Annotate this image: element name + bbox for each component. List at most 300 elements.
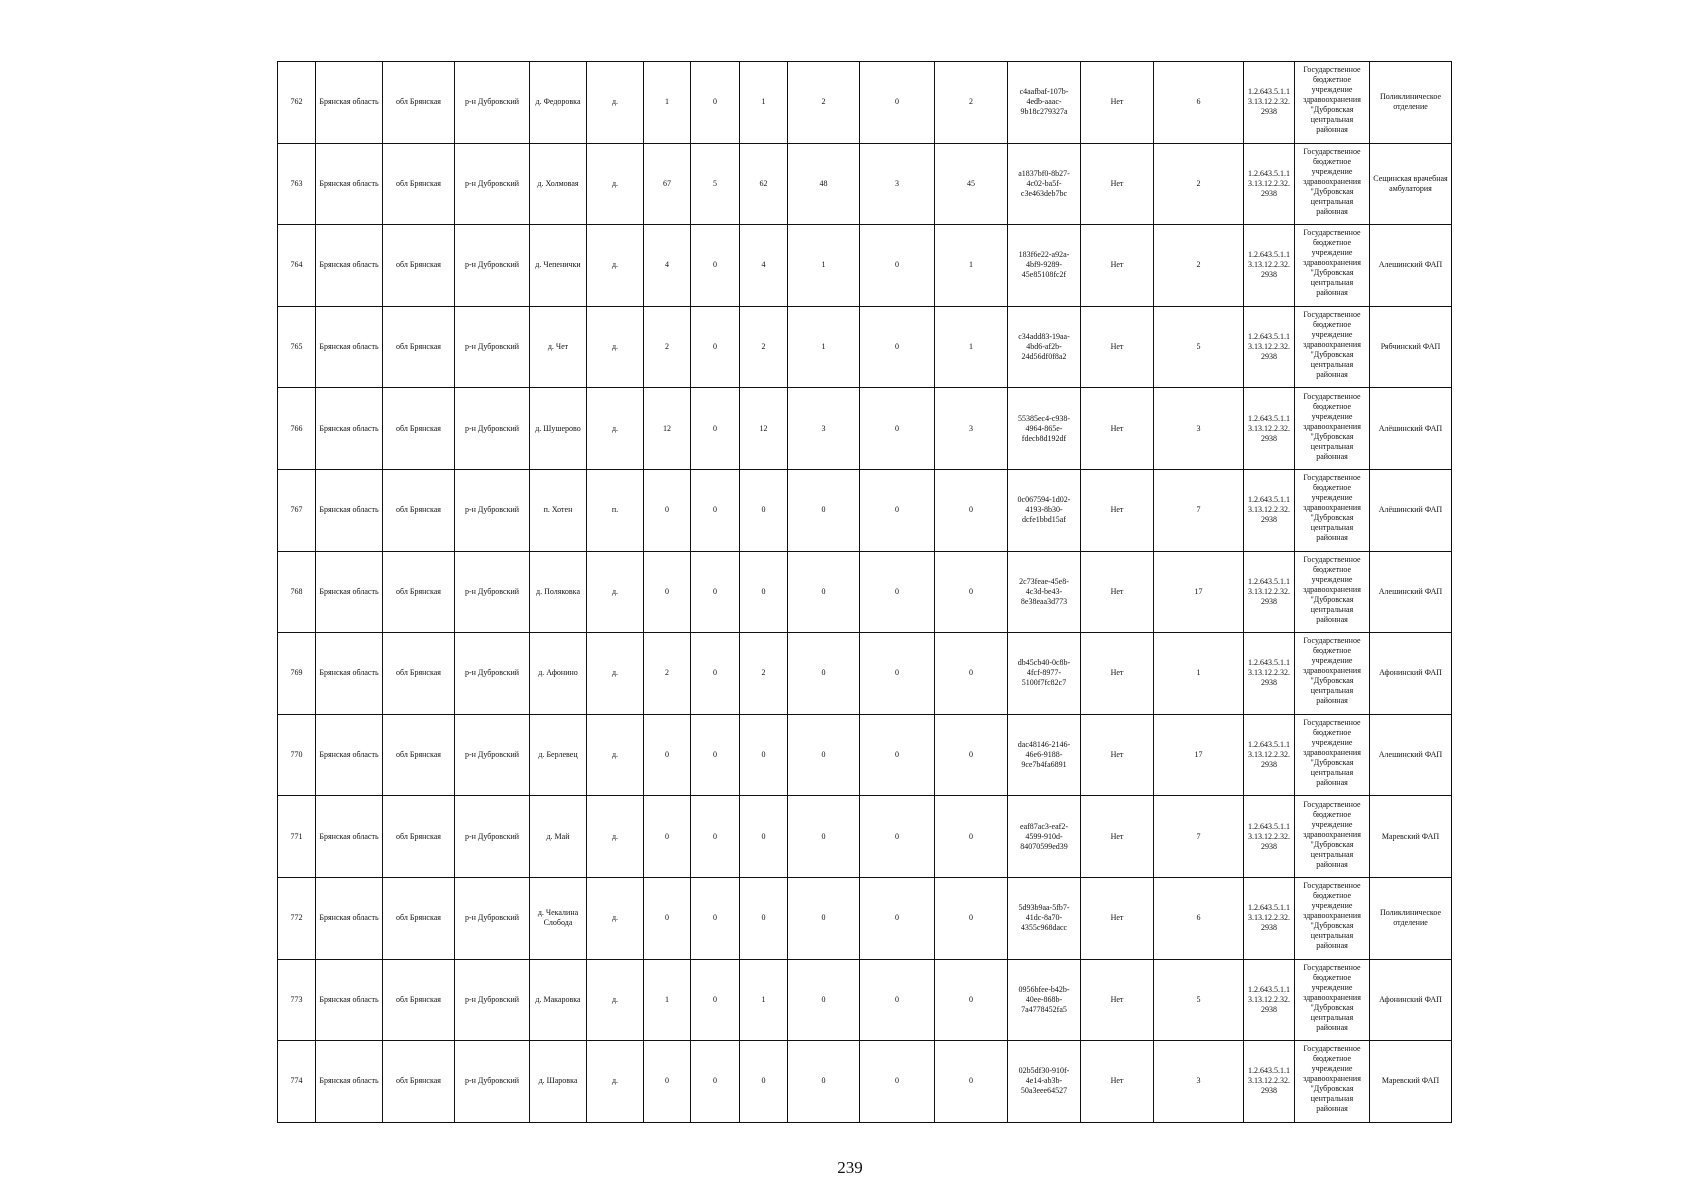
cell-line: "Дубровская	[1310, 839, 1354, 849]
value-cell-2: 0	[691, 714, 740, 796]
cell-line: 9b18c279327a	[1020, 107, 1068, 117]
oid-code-cell	[1244, 877, 1295, 959]
cell-line: 46e6-9188-	[1025, 750, 1063, 760]
value-cell-6: 1	[935, 225, 1008, 307]
cell-line: 5100f7fc82c7	[1021, 678, 1067, 688]
value-cell-3: 62	[740, 143, 788, 225]
oblast-cell: обл Брянская	[383, 62, 455, 144]
table-row	[278, 877, 1452, 959]
cell-line: 183f6e22-a92a-	[1018, 250, 1070, 260]
cell-line: здравоохранения	[1303, 503, 1361, 513]
cell-line: центральная	[1310, 278, 1354, 288]
cell-line: 3.13.12.2.32.	[1248, 913, 1290, 923]
value-cell-3: 0	[740, 1041, 788, 1123]
cell-line: 3.13.12.2.32.	[1248, 423, 1290, 433]
settlement-cell: д. Шаровка	[530, 1041, 587, 1123]
table-row	[278, 959, 1452, 1041]
settlement-type-cell: д.	[587, 633, 644, 715]
cell-line: районная	[1316, 206, 1348, 216]
region-cell: Брянская область	[316, 62, 383, 144]
oblast-cell: обл Брянская	[383, 551, 455, 633]
oblast-cell: обл Брянская	[383, 877, 455, 959]
region-cell: Брянская область	[316, 877, 383, 959]
cell-line: районная	[1316, 614, 1348, 624]
row-number-cell: 767	[278, 469, 316, 551]
cell-line: 1.2.643.5.1.1	[1248, 332, 1290, 342]
count-cell: 3	[1154, 1041, 1244, 1123]
cell-line: "Дубровская	[1310, 186, 1354, 196]
cell-line: центральная	[1310, 441, 1354, 451]
cell-line: Государственное	[1303, 65, 1361, 75]
region-cell: Брянская область	[316, 469, 383, 551]
settlement-cell: д. Чет	[530, 306, 587, 388]
value-cell-6: 0	[935, 469, 1008, 551]
value-cell-1: 0	[644, 877, 691, 959]
cell-line: 2938	[1261, 188, 1277, 198]
table-row	[278, 551, 1452, 633]
guid-cell	[1008, 959, 1081, 1041]
cell-line: центральная	[1310, 686, 1354, 696]
cell-line: 3.13.12.2.32.	[1248, 178, 1290, 188]
cell-line: 1.2.643.5.1.1	[1248, 903, 1290, 913]
medical-unit-cell: Алешинский ФАП	[1370, 551, 1452, 633]
cell-line: здравоохранения	[1303, 829, 1361, 839]
cell-line: fdecb8d192df	[1021, 433, 1067, 443]
row-number-cell: 765	[278, 306, 316, 388]
flag-cell: Нет	[1081, 959, 1154, 1041]
cell-line: бюджетное	[1312, 646, 1352, 656]
cell-line: 4599-910d-	[1025, 831, 1063, 841]
settlement-cell: д. Берлевец	[530, 714, 587, 796]
value-cell-3: 0	[740, 877, 788, 959]
cell-line: Государственное	[1303, 962, 1361, 972]
value-cell-4: 0	[788, 959, 860, 1041]
cell-line: 3.13.12.2.32.	[1248, 1076, 1290, 1086]
settlement-type-cell: д.	[587, 714, 644, 796]
cell-line: 2938	[1261, 515, 1277, 525]
value-cell-1: 1	[644, 62, 691, 144]
cell-line: 84070599ed39	[1020, 841, 1068, 851]
organization-cell	[1295, 225, 1370, 307]
cell-line: учреждение	[1311, 330, 1353, 340]
value-cell-5: 0	[860, 62, 935, 144]
cell-line: 2938	[1261, 1086, 1277, 1096]
guid-cell	[1008, 714, 1081, 796]
cell-line: a1837bf0-8b27-	[1018, 168, 1070, 178]
cell-line: c34add83-19aa-	[1018, 332, 1070, 342]
guid-cell	[1008, 633, 1081, 715]
count-cell: 1	[1154, 633, 1244, 715]
value-cell-5: 0	[860, 633, 935, 715]
oid-code-cell	[1244, 143, 1295, 225]
settlement-cell: д. Поляковка	[530, 551, 587, 633]
oid-code-cell	[1244, 959, 1295, 1041]
value-cell-5: 3	[860, 143, 935, 225]
cell-line: 4355c968dacc	[1020, 923, 1068, 933]
cell-line: учреждение	[1311, 901, 1353, 911]
cell-line: районная	[1316, 451, 1348, 461]
cell-line: Государственное	[1303, 228, 1361, 238]
count-cell: 2	[1154, 143, 1244, 225]
row-number-cell: 771	[278, 796, 316, 878]
district-cell: р-н Дубровский	[455, 62, 530, 144]
value-cell-1: 67	[644, 143, 691, 225]
organization-cell	[1295, 143, 1370, 225]
cell-line: 3.13.12.2.32.	[1248, 750, 1290, 760]
cell-line: учреждение	[1311, 738, 1353, 748]
cell-line: бюджетное	[1312, 238, 1352, 248]
value-cell-6: 3	[935, 388, 1008, 470]
cell-line: "Дубровская	[1310, 105, 1354, 115]
cell-line: Государственное	[1303, 391, 1361, 401]
cell-line: 55385ec4-c938-	[1018, 413, 1070, 423]
value-cell-6: 45	[935, 143, 1008, 225]
organization-cell	[1295, 796, 1370, 878]
cell-line: бюджетное	[1312, 564, 1352, 574]
oid-code-cell	[1244, 714, 1295, 796]
cell-line: 1.2.643.5.1.1	[1248, 984, 1290, 994]
guid-cell	[1008, 877, 1081, 959]
region-cell: Брянская область	[316, 388, 383, 470]
guid-cell	[1008, 388, 1081, 470]
cell-line: районная	[1316, 370, 1348, 380]
value-cell-1: 1	[644, 959, 691, 1041]
medical-unit-cell: Афонинский ФАП	[1370, 959, 1452, 1041]
value-cell-5: 0	[860, 469, 935, 551]
value-cell-1: 4	[644, 225, 691, 307]
cell-line: бюджетное	[1312, 728, 1352, 738]
count-cell: 17	[1154, 714, 1244, 796]
value-cell-4: 0	[788, 551, 860, 633]
organization-cell	[1295, 714, 1370, 796]
guid-cell	[1008, 469, 1081, 551]
cell-line: учреждение	[1311, 85, 1353, 95]
medical-unit-cell: Афонинский ФАП	[1370, 633, 1452, 715]
value-cell-3: 4	[740, 225, 788, 307]
cell-line: центральная	[1310, 849, 1354, 859]
cell-line: 3.13.12.2.32.	[1248, 505, 1290, 515]
medical-unit-cell: Поликлиническое отделение	[1370, 62, 1452, 144]
cell-line: здравоохранения	[1303, 666, 1361, 676]
district-cell: р-н Дубровский	[455, 551, 530, 633]
cell-line: 8e38eaa3d773	[1020, 596, 1068, 606]
value-cell-2: 0	[691, 551, 740, 633]
oblast-cell: обл Брянская	[383, 469, 455, 551]
cell-line: "Дубровская	[1310, 1084, 1354, 1094]
cell-line: 1.2.643.5.1.1	[1248, 1066, 1290, 1076]
oblast-cell: обл Брянская	[383, 1041, 455, 1123]
cell-line: здравоохранения	[1303, 340, 1361, 350]
region-cell: Брянская область	[316, 551, 383, 633]
guid-cell	[1008, 225, 1081, 307]
value-cell-4: 0	[788, 1041, 860, 1123]
value-cell-3: 0	[740, 714, 788, 796]
value-cell-4: 0	[788, 877, 860, 959]
cell-line: центральная	[1310, 1094, 1354, 1104]
guid-cell	[1008, 1041, 1081, 1123]
count-cell: 6	[1154, 877, 1244, 959]
flag-cell: Нет	[1081, 62, 1154, 144]
flag-cell: Нет	[1081, 714, 1154, 796]
cell-line: 1.2.643.5.1.1	[1248, 821, 1290, 831]
medical-unit-cell: Поликлиническое отделение	[1370, 877, 1452, 959]
medical-unit-cell: Рябчинский ФАП	[1370, 306, 1452, 388]
cell-line: бюджетное	[1312, 156, 1352, 166]
row-number-cell: 770	[278, 714, 316, 796]
cell-line: db45cb40-0c8b-	[1017, 658, 1071, 668]
medical-unit-cell: Алёшинский ФАП	[1370, 469, 1452, 551]
oid-code-cell	[1244, 633, 1295, 715]
value-cell-1: 0	[644, 1041, 691, 1123]
row-number-cell: 764	[278, 225, 316, 307]
district-cell: р-н Дубровский	[455, 469, 530, 551]
settlement-cell: д. Чекалина Слобода	[530, 877, 587, 959]
cell-line: районная	[1316, 125, 1348, 135]
value-cell-2: 0	[691, 796, 740, 878]
cell-line: районная	[1316, 1022, 1348, 1032]
value-cell-2: 0	[691, 633, 740, 715]
region-cell: Брянская область	[316, 1041, 383, 1123]
cell-line: 2c73feae-45e8-	[1019, 576, 1069, 586]
cell-line: центральная	[1310, 931, 1354, 941]
cell-line: здравоохранения	[1303, 911, 1361, 921]
cell-line: 4c02-ba5f-	[1026, 178, 1062, 188]
cell-line: 2938	[1261, 107, 1277, 117]
settlement-cell: д. Шушерово	[530, 388, 587, 470]
table-row	[278, 62, 1452, 144]
value-cell-3: 2	[740, 306, 788, 388]
count-cell: 7	[1154, 469, 1244, 551]
settlement-cell: п. Хотен	[530, 469, 587, 551]
region-cell: Брянская область	[316, 633, 383, 715]
value-cell-1: 0	[644, 469, 691, 551]
table-row	[278, 1041, 1452, 1123]
cell-line: "Дубровская	[1310, 1002, 1354, 1012]
cell-line: учреждение	[1311, 1064, 1353, 1074]
cell-line: dac48146-2146-	[1017, 740, 1071, 750]
row-number-cell: 772	[278, 877, 316, 959]
oblast-cell: обл Брянская	[383, 306, 455, 388]
cell-line: 50a3eee64527	[1020, 1086, 1068, 1096]
cell-line: центральная	[1310, 768, 1354, 778]
cell-line: бюджетное	[1312, 809, 1352, 819]
flag-cell: Нет	[1081, 1041, 1154, 1123]
value-cell-5: 0	[860, 1041, 935, 1123]
cell-line: 1.2.643.5.1.1	[1248, 740, 1290, 750]
oid-code-cell	[1244, 225, 1295, 307]
settlement-cell: д. Федоровка	[530, 62, 587, 144]
cell-line: учреждение	[1311, 411, 1353, 421]
oid-code-cell	[1244, 1041, 1295, 1123]
count-cell: 6	[1154, 62, 1244, 144]
flag-cell: Нет	[1081, 469, 1154, 551]
region-cell: Брянская область	[316, 959, 383, 1041]
cell-line: 2938	[1261, 841, 1277, 851]
flag-cell: Нет	[1081, 225, 1154, 307]
medical-unit-cell: Маревский ФАП	[1370, 1041, 1452, 1123]
cell-line: 4bf9-9289-	[1026, 260, 1062, 270]
flag-cell: Нет	[1081, 388, 1154, 470]
cell-line: Государственное	[1303, 310, 1361, 320]
district-cell: р-н Дубровский	[455, 225, 530, 307]
region-cell: Брянская область	[316, 714, 383, 796]
cell-line: 4fcf-8977-	[1026, 668, 1062, 678]
table-row	[278, 796, 1452, 878]
settlement-type-cell: д.	[587, 388, 644, 470]
cell-line: 41dc-8a70-	[1025, 913, 1063, 923]
value-cell-3: 2	[740, 633, 788, 715]
oblast-cell: обл Брянская	[383, 796, 455, 878]
value-cell-2: 0	[691, 469, 740, 551]
cell-line: c4aafbaf-107b-	[1019, 87, 1069, 97]
cell-line: учреждение	[1311, 819, 1353, 829]
cell-line: "Дубровская	[1310, 431, 1354, 441]
value-cell-2: 0	[691, 959, 740, 1041]
cell-line: 1.2.643.5.1.1	[1248, 168, 1290, 178]
cell-line: "Дубровская	[1310, 268, 1354, 278]
organization-cell	[1295, 959, 1370, 1041]
settlement-type-cell: д.	[587, 225, 644, 307]
value-cell-1: 0	[644, 714, 691, 796]
guid-cell	[1008, 306, 1081, 388]
value-cell-6: 0	[935, 1041, 1008, 1123]
district-cell: р-н Дубровский	[455, 633, 530, 715]
value-cell-4: 0	[788, 714, 860, 796]
cell-line: здравоохранения	[1303, 95, 1361, 105]
district-cell: р-н Дубровский	[455, 388, 530, 470]
value-cell-1: 12	[644, 388, 691, 470]
cell-line: 4193-8b30-	[1025, 505, 1063, 515]
oid-code-cell	[1244, 62, 1295, 144]
settlement-type-cell: д.	[587, 551, 644, 633]
region-cell: Брянская область	[316, 796, 383, 878]
cell-line: 3.13.12.2.32.	[1248, 342, 1290, 352]
table-row	[278, 225, 1452, 307]
cell-line: 4edb-aaac-	[1026, 97, 1062, 107]
guid-cell	[1008, 143, 1081, 225]
organization-cell	[1295, 877, 1370, 959]
cell-line: здравоохранения	[1303, 1074, 1361, 1084]
cell-line: здравоохранения	[1303, 258, 1361, 268]
organization-cell	[1295, 469, 1370, 551]
settlement-type-cell: д.	[587, 877, 644, 959]
cell-line: бюджетное	[1312, 1054, 1352, 1064]
cell-line: Государственное	[1303, 554, 1361, 564]
cell-line: Государственное	[1303, 881, 1361, 891]
count-cell: 17	[1154, 551, 1244, 633]
count-cell: 5	[1154, 306, 1244, 388]
oblast-cell: обл Брянская	[383, 388, 455, 470]
value-cell-3: 1	[740, 62, 788, 144]
page-number: 239	[837, 1158, 863, 1177]
medical-unit-cell: Алёшинский ФАП	[1370, 388, 1452, 470]
value-cell-2: 0	[691, 1041, 740, 1123]
value-cell-3: 0	[740, 551, 788, 633]
value-cell-4: 1	[788, 306, 860, 388]
row-number-cell: 773	[278, 959, 316, 1041]
flag-cell: Нет	[1081, 306, 1154, 388]
cell-line: 0c067594-1d02-	[1017, 495, 1071, 505]
cell-line: 7a4778452fa5	[1021, 1004, 1067, 1014]
row-number-cell: 769	[278, 633, 316, 715]
cell-line: 1.2.643.5.1.1	[1248, 250, 1290, 260]
table-row	[278, 469, 1452, 551]
settlement-type-cell: п.	[587, 469, 644, 551]
cell-line: центральная	[1310, 115, 1354, 125]
cell-line: 3.13.12.2.32.	[1248, 668, 1290, 678]
row-number-cell: 768	[278, 551, 316, 633]
cell-line: учреждение	[1311, 982, 1353, 992]
cell-line: Государственное	[1303, 473, 1361, 483]
cell-line: учреждение	[1311, 574, 1353, 584]
oid-code-cell	[1244, 551, 1295, 633]
settlement-cell: д. Чепенички	[530, 225, 587, 307]
cell-line: 2938	[1261, 352, 1277, 362]
table-row	[278, 306, 1452, 388]
oblast-cell: обл Брянская	[383, 225, 455, 307]
cell-line: центральная	[1310, 1012, 1354, 1022]
row-number-cell: 766	[278, 388, 316, 470]
value-cell-3: 0	[740, 469, 788, 551]
cell-line: учреждение	[1311, 248, 1353, 258]
district-cell: р-н Дубровский	[455, 306, 530, 388]
cell-line: 4bd6-af2b-	[1026, 342, 1062, 352]
cell-line: районная	[1316, 859, 1348, 869]
organization-cell	[1295, 551, 1370, 633]
guid-cell	[1008, 796, 1081, 878]
value-cell-4: 2	[788, 62, 860, 144]
cell-line: 24d56df0f8a2	[1021, 352, 1067, 362]
cell-line: Государственное	[1303, 1044, 1361, 1054]
cell-line: районная	[1316, 778, 1348, 788]
settlement-cell: д. Макаровка	[530, 959, 587, 1041]
cell-line: здравоохранения	[1303, 992, 1361, 1002]
cell-line: "Дубровская	[1310, 350, 1354, 360]
value-cell-6: 0	[935, 877, 1008, 959]
cell-line: "Дубровская	[1310, 676, 1354, 686]
cell-line: бюджетное	[1312, 891, 1352, 901]
cell-line: районная	[1316, 941, 1348, 951]
cell-line: 3.13.12.2.32.	[1248, 994, 1290, 1004]
value-cell-1: 0	[644, 796, 691, 878]
value-cell-5: 0	[860, 225, 935, 307]
medical-unit-cell: Маревский ФАП	[1370, 796, 1452, 878]
value-cell-2: 0	[691, 388, 740, 470]
district-cell: р-н Дубровский	[455, 1041, 530, 1123]
value-cell-4: 0	[788, 796, 860, 878]
cell-line: Государственное	[1303, 799, 1361, 809]
district-cell: р-н Дубровский	[455, 714, 530, 796]
oid-code-cell	[1244, 796, 1295, 878]
count-cell: 3	[1154, 388, 1244, 470]
table-row	[278, 388, 1452, 470]
cell-line: 4c3d-be43-	[1025, 586, 1063, 596]
value-cell-5: 0	[860, 306, 935, 388]
table-body	[278, 62, 1452, 1123]
cell-line: здравоохранения	[1303, 748, 1361, 758]
value-cell-1: 0	[644, 551, 691, 633]
oid-code-cell	[1244, 388, 1295, 470]
settlement-type-cell: д.	[587, 1041, 644, 1123]
cell-line: 1.2.643.5.1.1	[1248, 495, 1290, 505]
cell-line: районная	[1316, 1104, 1348, 1114]
table-row	[278, 714, 1452, 796]
cell-line: "Дубровская	[1310, 513, 1354, 523]
cell-line: 3.13.12.2.32.	[1248, 831, 1290, 841]
cell-line: районная	[1316, 288, 1348, 298]
table-row	[278, 143, 1452, 225]
cell-line: бюджетное	[1312, 483, 1352, 493]
